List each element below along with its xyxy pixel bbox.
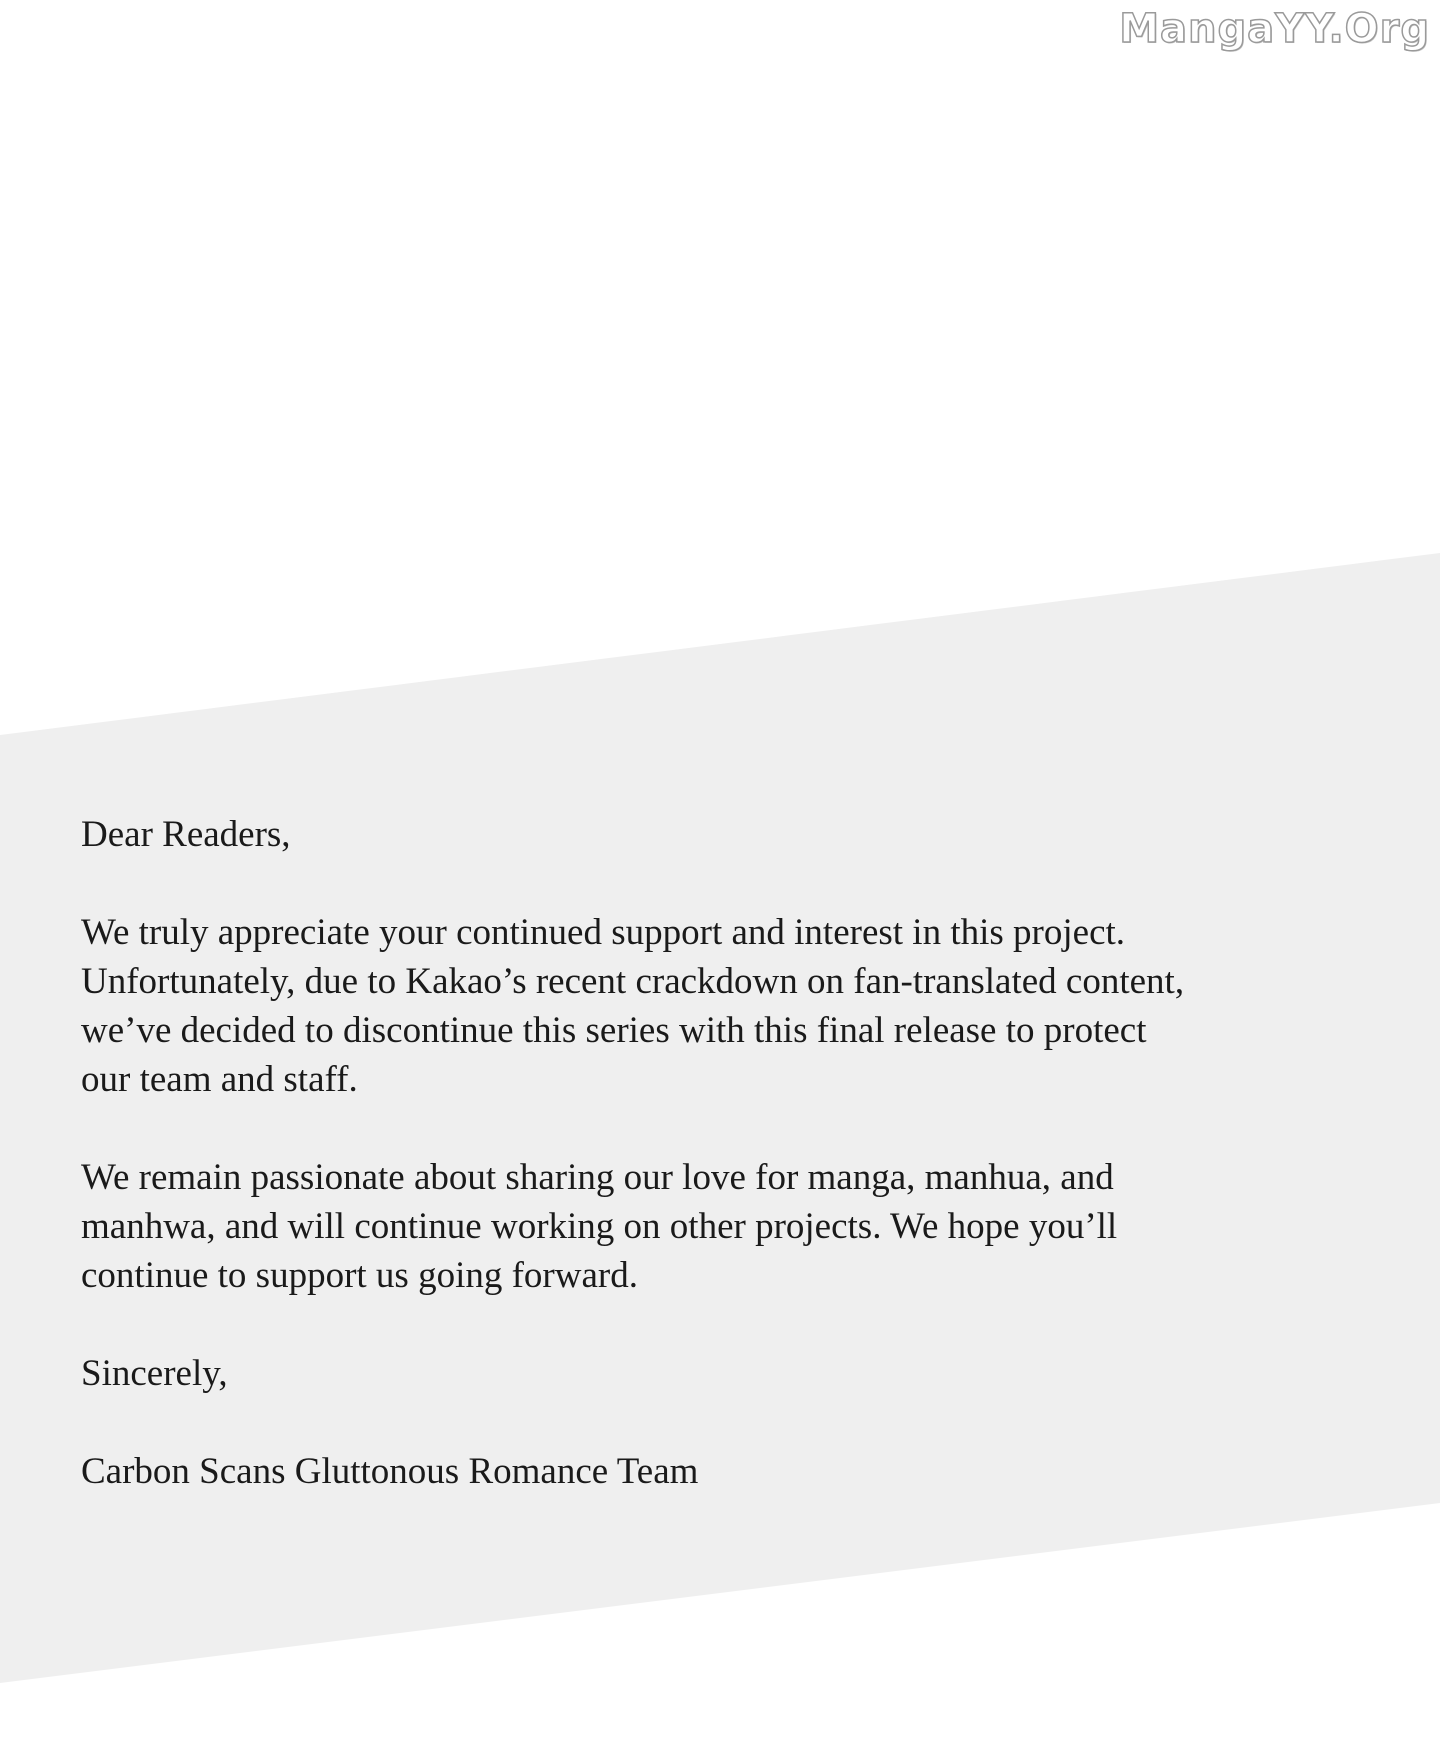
paragraph-line: manhwa, and will continue working on other projects. We hope you’ll <box>81 1206 1118 1247</box>
watermark-logo: MangaYY.Org <box>1119 6 1430 52</box>
paragraph-line: our team and staff. <box>81 1059 358 1100</box>
paragraph-line: continue to support us going forward. <box>81 1255 638 1296</box>
paragraph-line: We remain passionate about sharing our love for manga, manhua, and <box>81 1157 1114 1198</box>
paragraph-future <box>81 1153 1401 1300</box>
closing: Sincerely, <box>81 1353 228 1394</box>
paragraph-appreciation <box>81 908 1401 1104</box>
greeting: Dear Readers, <box>81 814 291 855</box>
signature: Carbon Scans Gluttonous Romance Team <box>81 1451 699 1492</box>
paragraph-line: we’ve decided to discontinue this series with this final release to protect <box>81 1010 1147 1051</box>
paragraph-line: Unfortunately, due to Kakao’s recent crackdown on fan-translated content, <box>81 961 1185 1002</box>
letter-body <box>81 810 1401 1545</box>
paragraph-line: We truly appreciate your continued support and interest in this project. <box>81 912 1126 953</box>
